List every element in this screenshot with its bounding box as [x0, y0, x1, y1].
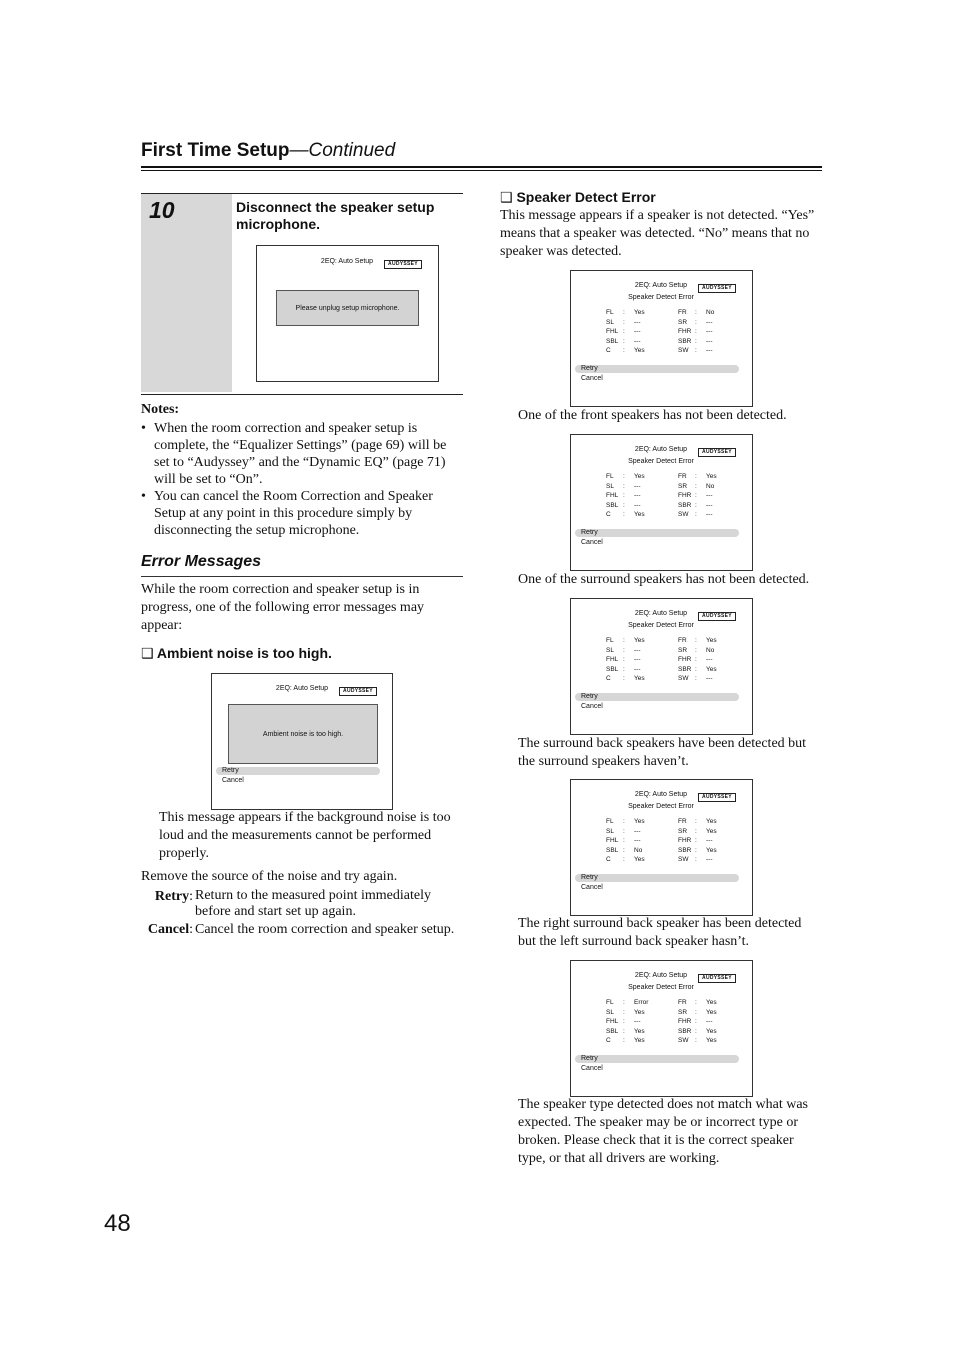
speaker-row: [606, 846, 645, 856]
speaker-row: [678, 1036, 717, 1046]
separator: :: [623, 846, 625, 854]
speaker-status: Yes: [634, 856, 645, 864]
speaker-status: ---: [706, 511, 713, 519]
speaker-row: [606, 636, 645, 646]
separator: :: [623, 665, 625, 673]
separator: :: [695, 818, 697, 825]
speaker-channel: FHL: [606, 656, 619, 664]
osd-subtitle: Speaker Detect Error: [628, 984, 694, 991]
separator: :: [623, 1008, 625, 1016]
retry-desc: Return to the measured point immediately before and start set up again.: [195, 888, 431, 919]
section-title: Error Messages: [141, 553, 262, 570]
speaker-status: Yes: [634, 473, 645, 480]
separator: :: [695, 328, 697, 336]
note-item: • You can cancel the Room Correction and Speaker Setup at any point in this procedure simply by disconnecting the setup microphone.: [141, 488, 463, 539]
speaker-channel: FR: [678, 309, 687, 316]
speaker-detect-heading-text: Speaker Detect Error: [516, 189, 656, 205]
checkbox-icon: ❑: [500, 189, 517, 205]
speaker-status: Yes: [706, 818, 717, 825]
speaker-row: [606, 491, 645, 501]
header-title: First Time Setup: [141, 140, 290, 161]
speaker-table-right: [678, 817, 717, 865]
osd-message: Please unplug setup microphone.: [295, 304, 400, 312]
osd-screen-speaker-detect: [570, 960, 753, 1097]
speaker-row: [678, 346, 714, 356]
speaker-row: [678, 998, 717, 1008]
speaker-row: [678, 655, 717, 665]
speaker-status: Error: [634, 999, 649, 1006]
cancel-option[interactable]: Cancel: [581, 703, 603, 710]
speaker-channel: SBL: [606, 337, 619, 345]
speaker-status: Yes: [706, 827, 717, 835]
separator: :: [623, 492, 625, 500]
osd-title: 2EQ: Auto Setup: [634, 791, 688, 798]
cancel-option[interactable]: Cancel: [581, 1065, 603, 1072]
retry-option[interactable]: Retry: [581, 365, 598, 372]
speaker-channel: FL: [606, 473, 614, 480]
ambient-heading-text: Ambient noise is too high.: [156, 645, 332, 661]
retry-highlight: [575, 365, 739, 373]
separator: :: [695, 637, 697, 644]
speaker-channel: FR: [678, 999, 687, 1006]
separator: :: [695, 999, 697, 1006]
speaker-channel: FR: [678, 637, 687, 644]
speaker-status: Yes: [634, 347, 645, 355]
speaker-status: ---: [634, 337, 641, 345]
speaker-row: [678, 674, 717, 684]
speaker-row: [678, 846, 717, 856]
speaker-row: [606, 337, 645, 347]
speaker-channel: SBR: [678, 846, 692, 854]
speaker-channel: SR: [678, 827, 688, 835]
speaker-row: [606, 655, 645, 665]
notes-heading: Notes:: [141, 402, 180, 417]
speaker-channel: C: [606, 347, 611, 355]
speaker-row: [606, 308, 645, 318]
speaker-status: ---: [706, 656, 713, 664]
screen-caption: The speaker type detected does not match what was expected. The speaker may be or incorrect type or broken. Please check that it is the correct speaker type, or that all drivers are working.: [518, 1097, 809, 1166]
separator: :: [695, 309, 697, 316]
speaker-row: [678, 337, 714, 347]
speaker-row: [606, 1036, 648, 1046]
separator: :: [695, 846, 697, 854]
osd-screen-speaker-detect: [570, 434, 753, 571]
separator: :: [695, 1027, 697, 1035]
separator: :: [623, 1027, 625, 1035]
speaker-channel: SR: [678, 318, 688, 326]
speaker-row: [678, 827, 717, 837]
retry-highlight: [575, 693, 739, 701]
speaker-status: ---: [634, 665, 641, 673]
cancel-option[interactable]: Cancel: [222, 777, 244, 784]
separator: :: [623, 856, 625, 864]
retry-highlight: [216, 767, 380, 775]
speaker-status: No: [706, 646, 715, 654]
separator: :: [623, 656, 625, 664]
speaker-table-right: [678, 308, 714, 356]
speaker-status: ---: [634, 482, 641, 490]
speaker-status: ---: [706, 1018, 713, 1026]
separator: :: [695, 347, 697, 355]
speaker-row: [606, 827, 645, 837]
separator: :: [623, 827, 625, 835]
speaker-detect-heading: [500, 189, 656, 206]
speaker-channel: FHR: [678, 837, 692, 845]
speaker-table-left: [606, 817, 645, 865]
speaker-status: ---: [706, 318, 713, 326]
speaker-status: Yes: [706, 665, 717, 673]
speaker-table-left: [606, 472, 645, 520]
ambient-heading: [141, 645, 332, 662]
speaker-channel: SL: [606, 482, 614, 490]
osd-screen-ambient: [211, 673, 393, 810]
speaker-channel: C: [606, 675, 611, 683]
speaker-row: [606, 472, 645, 482]
step-instruction: Disconnect the speaker setup microphone.: [236, 199, 435, 232]
speaker-row: [606, 482, 645, 492]
speaker-row: [678, 836, 717, 846]
ambient-description: This message appears if the background noise is too loud and the measurements cannot be performed properly.: [159, 810, 451, 861]
speaker-status: No: [706, 482, 715, 490]
page-number: 48: [104, 1210, 131, 1237]
speaker-status: ---: [634, 827, 641, 835]
speaker-status: Yes: [706, 637, 717, 644]
speaker-status: ---: [634, 501, 641, 509]
speaker-status: ---: [634, 318, 641, 326]
speaker-row: [606, 855, 645, 865]
speaker-row: [678, 665, 717, 675]
speaker-status: ---: [634, 646, 641, 654]
header-continued: —Continued: [289, 140, 396, 161]
osd-subtitle: Speaker Detect Error: [628, 458, 694, 465]
speaker-status: Yes: [706, 1008, 717, 1016]
speaker-channel: FR: [678, 818, 687, 825]
speaker-status: No: [706, 309, 715, 316]
speaker-channel: SBR: [678, 337, 692, 345]
speaker-channel: SW: [678, 1037, 689, 1045]
speaker-channel: SBL: [606, 846, 619, 854]
separator: :: [695, 1008, 697, 1016]
retry-term: Retry:: [154, 889, 193, 904]
speaker-row: [678, 1027, 717, 1037]
header-rule: [141, 166, 822, 168]
speaker-status: Yes: [706, 473, 717, 480]
separator: :: [623, 482, 625, 490]
section-rule: [141, 576, 463, 577]
speaker-status: ---: [634, 328, 641, 336]
separator: :: [695, 1037, 697, 1045]
separator: :: [623, 1037, 625, 1045]
speaker-channel: FHL: [606, 328, 619, 336]
speaker-status: ---: [634, 492, 641, 500]
speaker-row: [606, 665, 645, 675]
audyssey-logo: AUDYSSEY: [698, 612, 736, 621]
speaker-row: [606, 318, 645, 328]
separator: :: [695, 827, 697, 835]
retry-option[interactable]: Retry: [581, 874, 598, 881]
speaker-channel: SL: [606, 318, 614, 326]
speaker-channel: FHR: [678, 328, 692, 336]
screen-caption: One of the surround speakers has not been detected.: [518, 572, 810, 587]
audyssey-logo: AUDYSSEY: [698, 793, 736, 802]
separator: :: [695, 501, 697, 509]
osd-title: 2EQ: Auto Setup: [634, 446, 688, 453]
separator: :: [623, 501, 625, 509]
speaker-channel: FL: [606, 999, 614, 1006]
speaker-row: [678, 308, 714, 318]
speaker-channel: FR: [678, 473, 687, 480]
speaker-status: Yes: [706, 999, 717, 1006]
screen-caption: The right surround back speaker has been detected but the left surround back speaker hasn’t.: [518, 916, 802, 949]
retry-highlight: [575, 874, 739, 882]
speaker-channel: FHR: [678, 656, 692, 664]
speaker-channel: SL: [606, 1008, 614, 1016]
separator: :: [623, 309, 625, 316]
speaker-row: [606, 836, 645, 846]
cancel-term-label: Cancel: [147, 922, 190, 937]
speaker-table-left: [606, 636, 645, 684]
separator: :: [623, 473, 625, 480]
osd-subtitle: Speaker Detect Error: [628, 294, 694, 301]
speaker-channel: C: [606, 1037, 611, 1045]
speaker-channel: SW: [678, 347, 689, 355]
speaker-channel: SW: [678, 511, 689, 519]
speaker-table-right: [678, 472, 717, 520]
retry-highlight: [575, 1055, 739, 1063]
separator: :: [695, 492, 697, 500]
separator: :: [623, 347, 625, 355]
speaker-channel: SBR: [678, 1027, 692, 1035]
osd-subtitle: Speaker Detect Error: [628, 622, 694, 629]
cancel-option[interactable]: Cancel: [581, 539, 603, 546]
speaker-row: [678, 501, 717, 511]
audyssey-logo: AUDYSSEY: [698, 448, 736, 457]
separator: :: [623, 637, 625, 644]
speaker-channel: FHR: [678, 1018, 692, 1026]
speaker-status: ---: [706, 492, 713, 500]
osd-title: 2EQ: Auto Setup: [634, 972, 688, 979]
step-number-panel: [141, 194, 232, 392]
checkbox-icon: ❑: [141, 645, 157, 661]
speaker-status: ---: [706, 328, 713, 336]
speaker-channel: C: [606, 511, 611, 519]
header-rule-thin: [141, 170, 822, 171]
speaker-status: ---: [706, 337, 713, 345]
speaker-row: [678, 482, 717, 492]
speaker-row: [606, 501, 645, 511]
speaker-row: [678, 1008, 717, 1018]
speaker-row: [606, 1027, 648, 1037]
speaker-row: [678, 817, 717, 827]
osd-screen-speaker-detect: [570, 779, 753, 916]
speaker-status: Yes: [706, 846, 717, 854]
osd-subtitle: Speaker Detect Error: [628, 803, 694, 810]
step-number: 10: [149, 197, 175, 223]
speaker-status: ---: [706, 856, 713, 864]
separator: :: [695, 656, 697, 664]
retry-term-label: Retry: [154, 889, 190, 904]
speaker-status: ---: [634, 1018, 641, 1026]
speaker-table-right: [678, 636, 717, 684]
osd-title: 2EQ: Auto Setup: [634, 610, 688, 617]
speaker-row: [678, 327, 714, 337]
separator: :: [623, 511, 625, 519]
separator: :: [623, 999, 625, 1006]
speaker-row: [606, 674, 645, 684]
retry-option[interactable]: Retry: [581, 693, 598, 700]
screen-caption: One of the front speakers has not been detected.: [518, 408, 787, 423]
separator: :: [695, 837, 697, 845]
separator: :: [695, 511, 697, 519]
speaker-status: ---: [634, 656, 641, 664]
speaker-channel: SL: [606, 827, 614, 835]
separator: :: [695, 482, 697, 490]
ambient-remove: Remove the source of the noise and try again.: [141, 869, 398, 884]
speaker-status: Yes: [634, 818, 645, 825]
separator: :: [623, 818, 625, 825]
speaker-channel: FL: [606, 309, 614, 316]
retry-option[interactable]: Retry: [222, 767, 239, 774]
speaker-channel: SR: [678, 482, 688, 490]
osd-screen-unplug: [256, 245, 439, 382]
speaker-channel: SR: [678, 1008, 688, 1016]
separator: :: [695, 1018, 697, 1026]
speaker-status: Yes: [634, 637, 645, 644]
speaker-channel: SBR: [678, 501, 692, 509]
retry-option[interactable]: Retry: [581, 529, 598, 536]
speaker-status: Yes: [634, 511, 645, 519]
speaker-channel: SBL: [606, 501, 619, 509]
speaker-channel: SW: [678, 675, 689, 683]
separator: :: [623, 337, 625, 345]
speaker-channel: SBL: [606, 665, 619, 673]
separator: :: [623, 328, 625, 336]
speaker-channel: FHL: [606, 837, 619, 845]
cancel-term: Cancel:: [147, 922, 193, 937]
separator: :: [623, 646, 625, 654]
osd-message-box: [228, 704, 378, 764]
separator: :: [695, 856, 697, 864]
separator: :: [695, 665, 697, 673]
cancel-option[interactable]: Cancel: [581, 884, 603, 891]
speaker-table-right: [678, 998, 717, 1046]
osd-title: 2EQ: Auto Setup: [634, 282, 688, 289]
audyssey-logo: AUDYSSEY: [339, 687, 377, 696]
speaker-table-left: [606, 998, 648, 1046]
speaker-row: [606, 1017, 648, 1027]
speaker-status: Yes: [634, 675, 645, 683]
speaker-detect-intro: This message appears if a speaker is not detected. “Yes” means that a speaker was detected. “No” means that no speaker was detected.: [500, 208, 815, 259]
separator: :: [695, 318, 697, 326]
speaker-status: Yes: [634, 309, 645, 316]
speaker-status: Yes: [634, 1037, 645, 1045]
speaker-status: ---: [706, 347, 713, 355]
speaker-row: [678, 491, 717, 501]
speaker-status: Yes: [634, 1008, 645, 1016]
speaker-row: [678, 1017, 717, 1027]
speaker-row: [606, 1008, 648, 1018]
speaker-channel: FHR: [678, 492, 692, 500]
osd-title: 2EQ: Auto Setup: [275, 685, 329, 692]
separator: :: [623, 1018, 625, 1026]
notes-list: [141, 420, 463, 539]
speaker-row: [678, 318, 714, 328]
osd-title: 2EQ: Auto Setup: [320, 258, 374, 265]
separator: :: [695, 473, 697, 480]
speaker-status: No: [634, 846, 643, 854]
note-item: • When the room correction and speaker setup is complete, the “Equalizer Settings” (page 69) will be set to “Audyssey” and the “Dynamic EQ” (page 71) will be set to “On”.: [141, 420, 463, 488]
page-header-title: [141, 140, 395, 162]
speaker-row: [606, 998, 648, 1008]
separator: :: [695, 337, 697, 345]
osd-message-box: [276, 290, 419, 326]
speaker-table-left: [606, 308, 645, 356]
separator: :: [623, 675, 625, 683]
screen-caption: The surround back speakers have been detected but the surround speakers haven’t.: [518, 736, 807, 769]
audyssey-logo: AUDYSSEY: [384, 260, 422, 269]
retry-highlight: [575, 529, 739, 537]
osd-screen-speaker-detect: [570, 270, 753, 407]
speaker-channel: SBR: [678, 665, 692, 673]
retry-option[interactable]: Retry: [581, 1055, 598, 1062]
speaker-status: ---: [634, 837, 641, 845]
speaker-row: [606, 327, 645, 337]
speaker-row: [606, 510, 645, 520]
separator: :: [695, 675, 697, 683]
error-intro: While the room correction and speaker setup is in progress, one of the following error messages may appear:: [141, 582, 425, 633]
speaker-row: [606, 817, 645, 827]
speaker-channel: SR: [678, 646, 688, 654]
separator: :: [695, 646, 697, 654]
speaker-status: ---: [706, 837, 713, 845]
cancel-option[interactable]: Cancel: [581, 375, 603, 382]
speaker-channel: FL: [606, 637, 614, 644]
separator: :: [623, 837, 625, 845]
speaker-status: ---: [706, 675, 713, 683]
speaker-row: [678, 646, 717, 656]
speaker-channel: SL: [606, 646, 614, 654]
speaker-status: Yes: [634, 1027, 645, 1035]
speaker-row: [678, 472, 717, 482]
audyssey-logo: AUDYSSEY: [698, 284, 736, 293]
speaker-status: Yes: [706, 1037, 717, 1045]
osd-message: Ambient noise is too high.: [262, 730, 344, 738]
separator: :: [623, 318, 625, 326]
speaker-row: [606, 346, 645, 356]
audyssey-logo: AUDYSSEY: [698, 974, 736, 983]
speaker-channel: SBL: [606, 1027, 619, 1035]
speaker-channel: FHL: [606, 492, 619, 500]
speaker-row: [678, 855, 717, 865]
speaker-status: Yes: [706, 1027, 717, 1035]
speaker-row: [606, 646, 645, 656]
osd-screen-speaker-detect: [570, 598, 753, 735]
speaker-channel: FHL: [606, 1018, 619, 1026]
speaker-channel: SW: [678, 856, 689, 864]
speaker-channel: FL: [606, 818, 614, 825]
speaker-status: ---: [706, 501, 713, 509]
speaker-channel: C: [606, 856, 611, 864]
speaker-row: [678, 510, 717, 520]
speaker-row: [678, 636, 717, 646]
cancel-desc: Cancel the room correction and speaker setup.: [195, 922, 455, 937]
